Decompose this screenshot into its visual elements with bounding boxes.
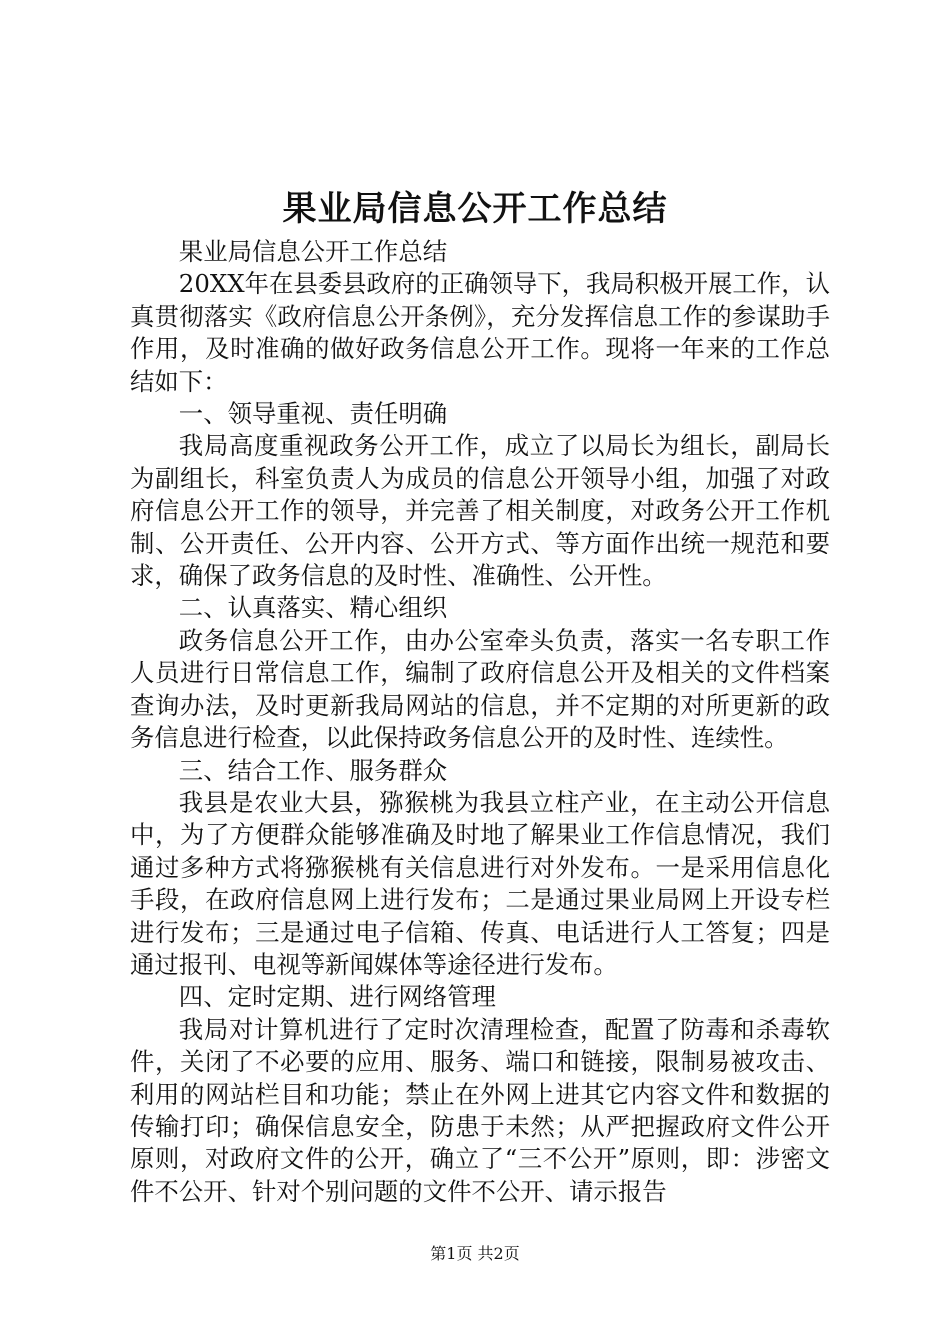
paragraph-heading: 果业局信息公开工作总结 [178, 237, 448, 266]
section-heading-2: 二、认真落实、精心组织 [178, 593, 448, 623]
document-body [130, 236, 830, 1208]
page-title: 果业局信息公开工作总结 [282, 189, 668, 229]
section-heading-1: 一、领导重视、责任明确 [178, 399, 448, 429]
section-heading-3: 三、结合工作、服务群众 [178, 755, 448, 785]
section-heading-4: 四、定时定期、进行网络管理 [178, 982, 496, 1012]
paragraph-section-2: 政务信息公开工作，由办公室牵头负责，落实一名专职工作人员进行日常信息工作，编制了政府信息公开及相关的文件档案查询办法，及时更新我局网站的信息，并不定期的对所更新的政务信息进行检查，以此保持政务信息公开的及时性、连续性。 [130, 625, 830, 753]
paragraph-intro: 20XX年在县委县政府的正确领导下，我局积极开展工作，认真贯彻落实《政府信息公开条例》，充分发挥信息工作的参谋助手作用，及时准确的做好政务信息公开工作。现将一年来的工作总结如下： [130, 269, 830, 396]
paragraph-section-3: 我县是农业大县，猕猴桃为我县立柱产业，在主动公开信息中，为了方便群众能够准确及时地了解果业工作信息情况，我们通过多种方式将猕猴桃有关信息进行对外发布。一是采用信息化手段，在政府信息网上进行发布；二是通过果业局网上开设专栏进行发布；三是通过电子信箱、传真、电话进行人工答复；四是通过报刊、电视等新闻媒体等途径进行发布。 [130, 787, 830, 979]
paragraph-section-4: 我局对计算机进行了定时次清理检查，配置了防毒和杀毒软件，关闭了不必要的应用、服务、端口和链接，限制易被攻击、利用的网站栏目和功能；禁止在外网上进其它内容文件和数据的传输打印；确保信息安全，防患于未然；从严把握政府文件公开原则，对政府文件的公开，确立了“三不公开”原则，即：涉密文件不公开、针对个别问题的文件不公开、请示报告 [130, 1014, 830, 1206]
page-number-footer: 第1页 共2页 [430, 1244, 520, 1263]
paragraph-section-1: 我局高度重视政务公开工作，成立了以局长为组长，副局长为副组长，科室负责人为成员的信息公开领导小组，加强了对政府信息公开工作的领导，并完善了相关制度，对政务公开工作机制、公开责任、公开内容、公开方式、等方面作出统一规范和要求，确保了政务信息的及时性、准确性、公开性。 [130, 431, 830, 591]
